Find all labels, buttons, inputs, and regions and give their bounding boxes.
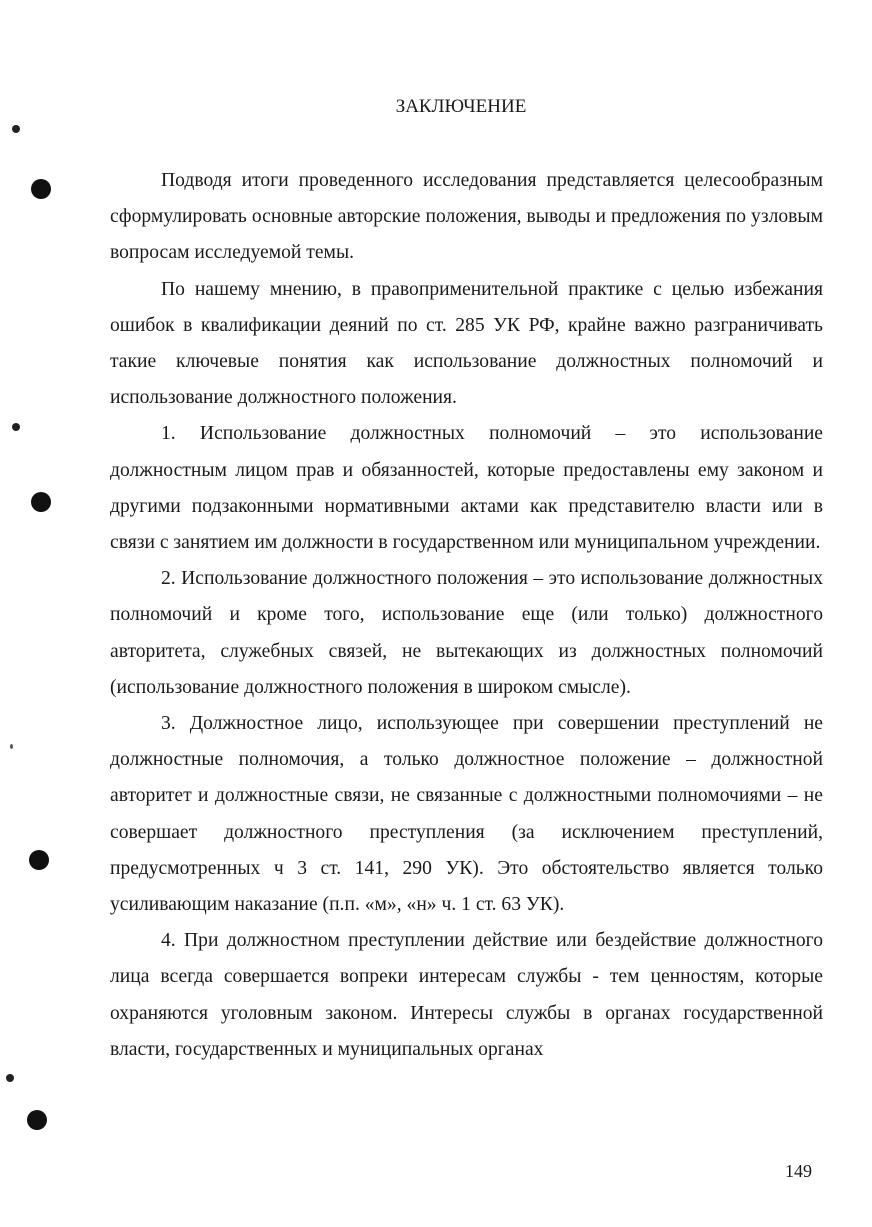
- punch-hole: [31, 179, 51, 199]
- paragraph-intro: Подводя итоги проведенного исследования представляется целесообразным сформулировать основные авторские положения, выводы и предложения по узловым вопросам исследуемой темы.: [110, 170, 823, 264]
- page-number: 149: [785, 1161, 812, 1181]
- punch-hole: [27, 1110, 47, 1130]
- paragraph-point-4: 4. При должностном преступлении действие или бездействие должностного лица всегда совершается вопреки интересам службы - тем ценностям, которые охраняются уголовным законом. Интересы службы в органах государственной власти, государственных и муниципальных органах: [110, 930, 823, 1060]
- paragraph-point-1: 1. Использование должностных полномочий – это использование должностным лицом прав и обязанностей, которые предоставлены ему законом и другими подзаконными нормативными актами как представителю власти или в связи с занятием им должности в государственном или муниципальном учреждении.: [110, 423, 823, 554]
- page-title: ЗАКЛЮЧЕНИЕ: [395, 96, 527, 117]
- scan-speck: [6, 1074, 14, 1082]
- punch-hole: [31, 492, 51, 512]
- paragraph-point-3: 3. Должностное лицо, использующее при совершении преступлений не должностные полномочия, а только должностное положение – должностной авторитет и должностные связи, не связанные с должностными полномочиями – не совершает должностного преступления (за исключением преступлений, предусмотренных ч 3 ст. 141, 290 УК). Это обстоятельство является только усиливающим наказание (п.п. «м», «н» ч. 1 ст. 63 УК).: [110, 713, 823, 916]
- scan-speck: [12, 423, 20, 431]
- punch-hole: [29, 850, 49, 870]
- paragraph-point-2: 2. Использование должностного положения – это использование должностных полномочий и кроме того, использование еще (или только) должностного авторитета, служебных связей, не вытекающих из должностных полномочий (использование должностного положения в широком смысле).: [110, 568, 823, 698]
- paragraph-opinion: По нашему мнению, в правоприменительной практике с целью избежания ошибок в квалификации деяний по ст. 285 УК РФ, крайне важно разграничивать такие ключевые понятия как использование должностных полномочий и использование должностного положения.: [110, 278, 823, 409]
- scan-speck: [10, 744, 13, 749]
- scan-speck: [12, 125, 20, 133]
- document-body: [110, 163, 823, 1068]
